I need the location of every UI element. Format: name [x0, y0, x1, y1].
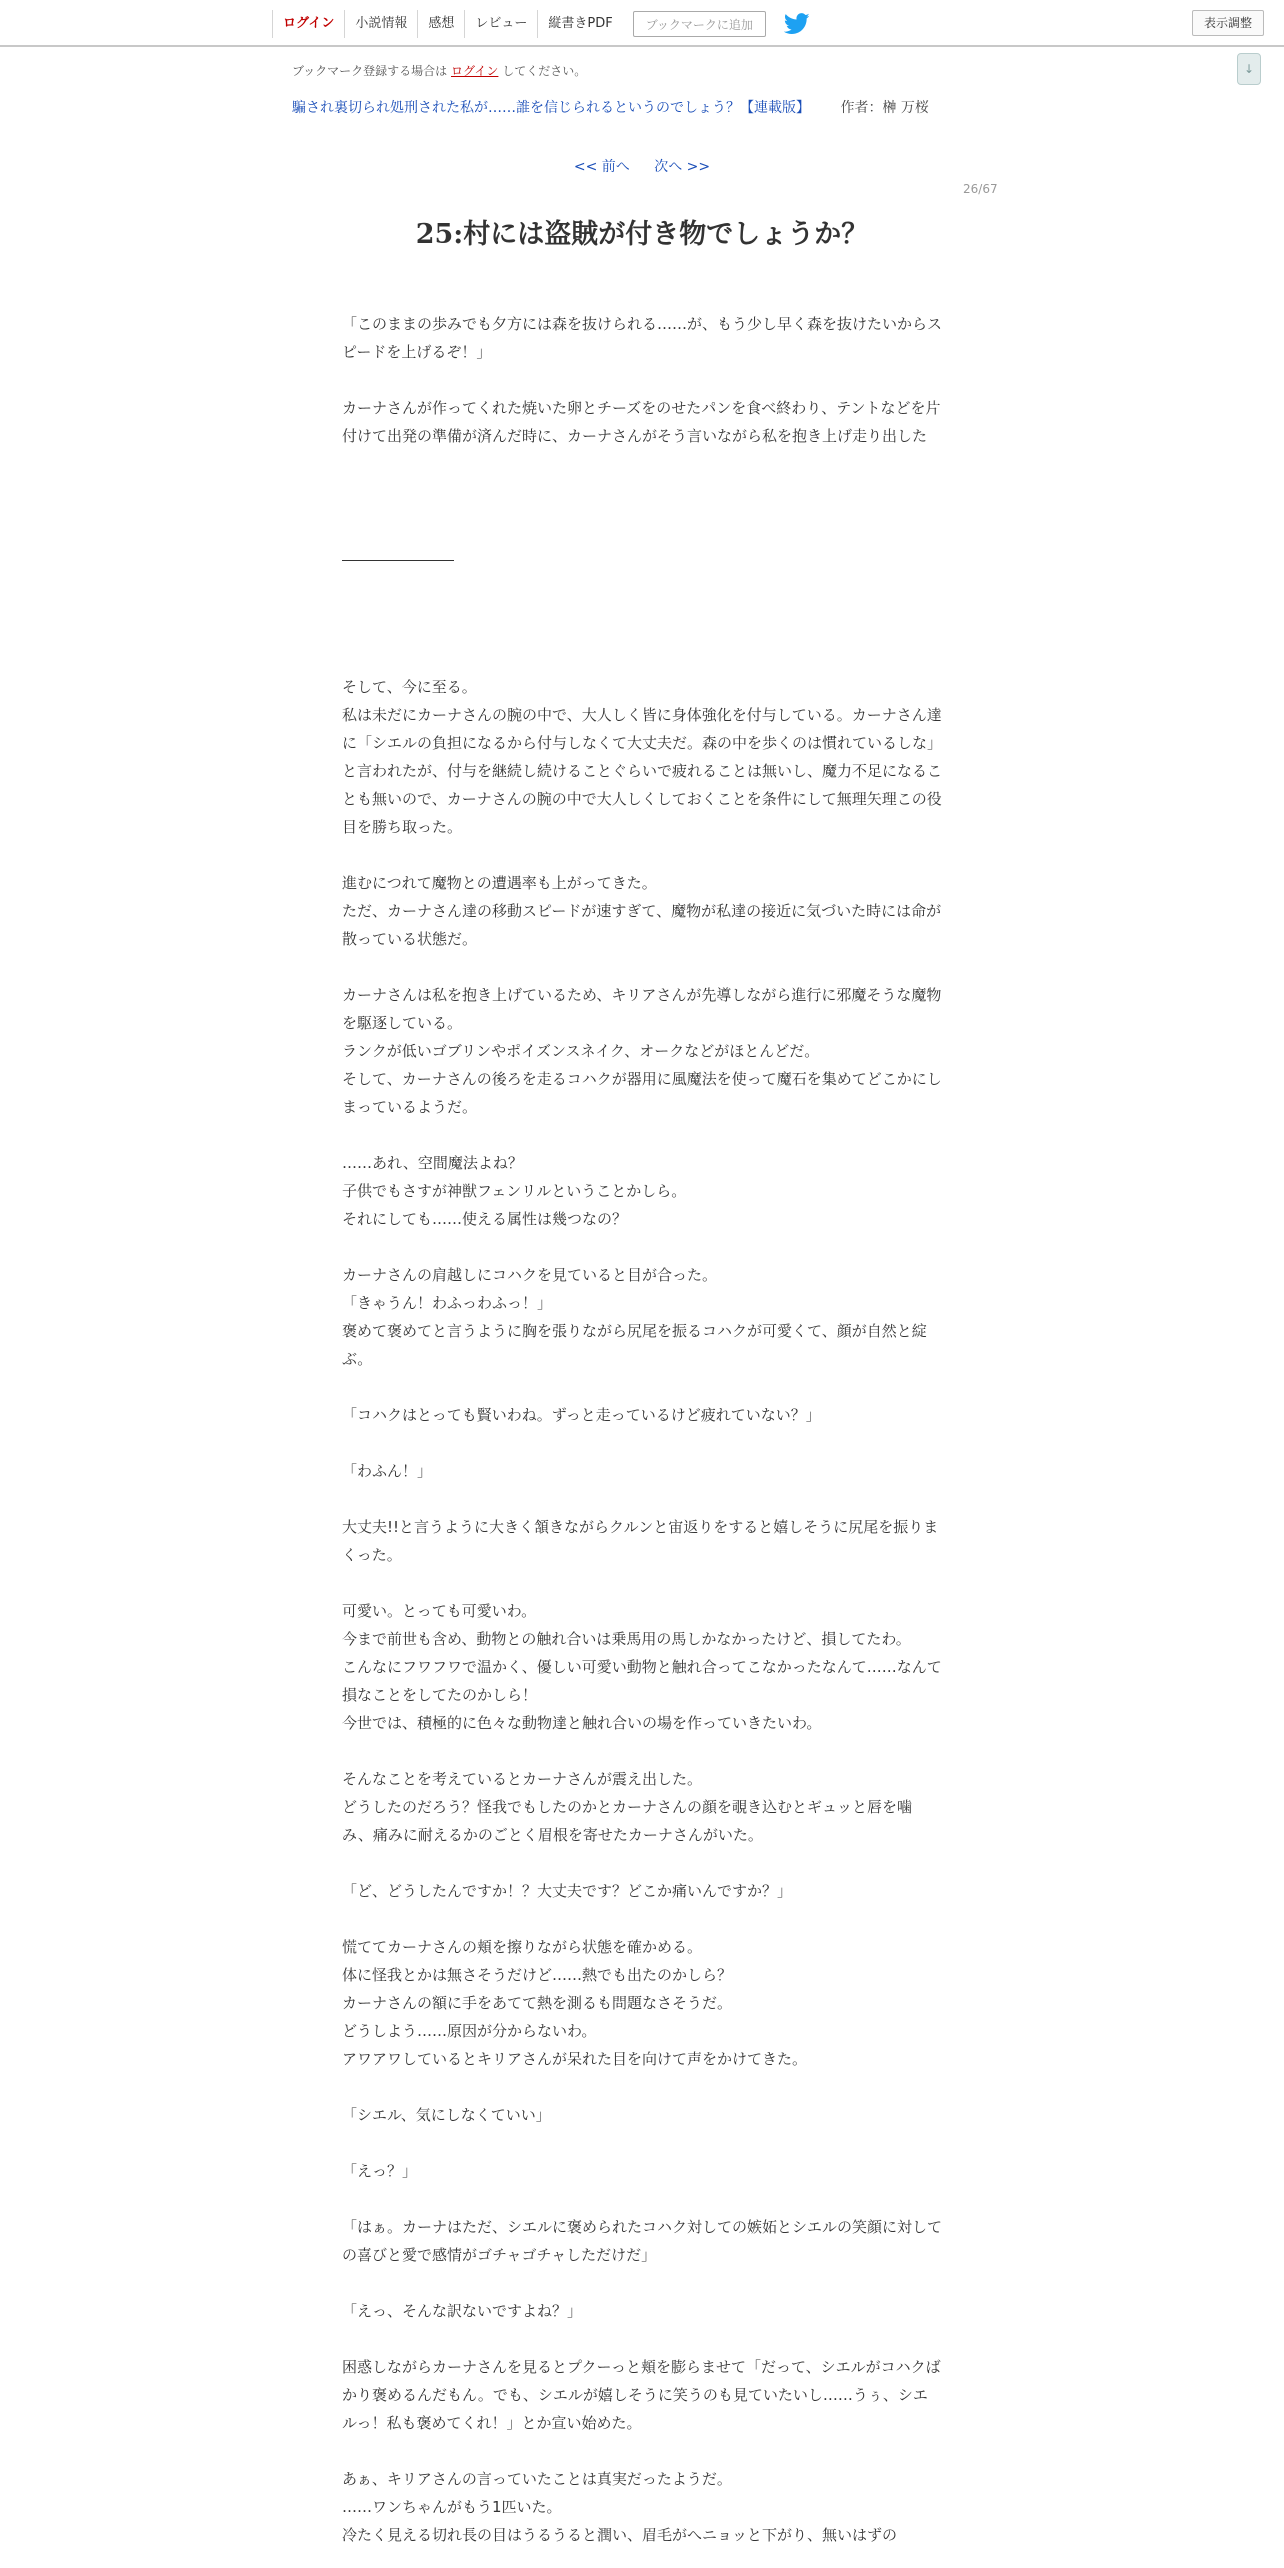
notice-text-after: してください。 — [502, 64, 587, 78]
body-paragraph: アワアワしているとキリアさんが呆れた目を向けて声をかけてきた。 — [342, 2050, 808, 2068]
body-paragraph: どうしたのだろう？怪我でもしたのかとカーナさんの顔を覗き込むとギュッと唇を噛み、痛みに耐えるかのごとく眉根を寄せたカーナさんがいた。 — [342, 1798, 913, 1844]
blank-line — [342, 953, 942, 981]
blank-line — [342, 2269, 942, 2297]
add-bookmark-button[interactable]: ブックマークに追加 — [633, 11, 766, 37]
next-chapter-link[interactable]: 次へ >> — [654, 159, 711, 175]
nav-review-link[interactable]: レビュー — [464, 10, 537, 38]
body-paragraph: 私は未だにカーナさんの腕の中で、大人しく皆に身体強化を付与している。カーナさん達に「シエルの負担になるから付与しなくて大丈夫だ。森の中を歩くのは慣れているしな」と言われたが、付与を継続し続けることぐらいで疲れることは無いし、魔力不足になることも無いので、カーナさんの腕の中で大人しくしておくことを条件にして無理矢理この役目を勝ち取った。 — [342, 706, 943, 836]
notice-text-before: ブックマーク登録する場合は — [292, 64, 448, 78]
blank-line — [342, 645, 942, 673]
notice-login-link[interactable]: ログイン — [451, 64, 499, 78]
display-settings-button[interactable]: 表示調整 — [1192, 10, 1264, 36]
body-paragraph: 子供でもさすが神獣フェンリルということかしら。 — [342, 1182, 687, 1200]
body-paragraph: そして、今に至る。 — [342, 678, 477, 696]
body-paragraph: 褒めて褒めてと言うように胸を張りながら尻尾を振るコハクが可愛くて、顔が自然と綻ぶ。 — [342, 1322, 927, 1368]
body-paragraph: どうしよう……原因が分からないわ。 — [342, 2022, 597, 2040]
blank-line — [342, 1849, 942, 1877]
body-paragraph: 今世では、積極的に色々な動物達と触れ合いの場を作っていきたいわ。 — [342, 1714, 822, 1732]
body-paragraph: ただ、カーナさん達の移動スピードが速すぎて、魔物が私達の接近に気づいた時には命が散っている状態だ。 — [342, 902, 942, 948]
blank-line — [342, 1121, 942, 1149]
nav-vertical-pdf-link[interactable]: 縦書きPDF — [537, 10, 622, 38]
scroll-down-button[interactable]: ↓ — [1237, 53, 1261, 85]
body-paragraph: 「ど、どうしたんですか！？大丈夫です？どこか痛いんですか？」 — [342, 1882, 793, 1900]
blank-line — [342, 2437, 942, 2465]
top-navigation-bar — [0, 0, 1284, 47]
blank-line — [342, 450, 942, 534]
body-paragraph: カーナさんが作ってくれた焼いた卵とチーズをのせたパンを食べ終わり、テントなどを片付けて出発の準備が済んだ時に、カーナさんがそう言いながら私を抱き上げ走り出した — [342, 399, 941, 445]
twitter-icon[interactable] — [784, 13, 810, 35]
blank-line — [342, 2325, 942, 2353]
body-paragraph: カーナさんの肩越しにコハクを見ていると目が合った。 — [342, 1266, 718, 1284]
bookmark-login-notice — [292, 62, 586, 79]
body-paragraph: ……ワンちゃんがもう1匹いた。 — [342, 2498, 562, 2516]
body-paragraph: 困惑しながらカーナさんを見るとプクーっと頬を膨らませて「だって、シエルがコハクばかり褒めるんだもん。でも、シエルが嬉しそうに笑うのも見ていたいし……うぅ、シエルっ！私も褒めてくれ！」とか宣い始めた。 — [342, 2358, 941, 2432]
body-paragraph: ランクが低いゴブリンやポイズンスネイク、オークなどがほとんどだ。 — [342, 1042, 820, 1060]
blank-line — [342, 841, 942, 869]
nav-novel-info-link[interactable]: 小説情報 — [344, 10, 417, 38]
nav-login-link[interactable]: ログイン — [272, 10, 344, 38]
blank-line — [342, 1737, 942, 1765]
body-paragraph: 体に怪我とかは無さそうだけど……熱でも出たのかしら？ — [342, 1966, 733, 1984]
body-paragraph: そして、カーナさんの後ろを走るコハクが器用に風魔法を使って魔石を集めてどこかにしまっているようだ。 — [342, 1070, 942, 1116]
blank-line — [342, 1233, 942, 1261]
body-paragraph: カーナさんの額に手をあてて熱を測るも問題なさそうだ。 — [342, 1994, 733, 2012]
series-info — [292, 97, 929, 117]
body-paragraph: ……あれ、空間魔法よね？ — [342, 1154, 523, 1172]
body-paragraph: 「わふん！」 — [342, 1462, 433, 1480]
body-paragraph: 「コハクはとっても賢いわね。ずっと走っているけど疲れていない？」 — [342, 1406, 821, 1424]
blank-line — [342, 561, 942, 645]
body-paragraph: 今まで前世も含め、動物との触れ合いは乗馬用の馬しかなかったけど、損してたわ。 — [342, 1630, 911, 1648]
author-name: 作者：榊 万桜 — [840, 100, 929, 116]
body-paragraph: 「はぁ。カーナはただ、シエルに褒められたコハク対しての嫉妬とシエルの笑顔に対しての喜びと愛で感情がゴチャゴチャしただけだ」 — [342, 2218, 943, 2264]
body-paragraph: あぁ、キリアさんの言っていたことは真実だったようだ。 — [342, 2470, 732, 2488]
body-paragraph: 冷たく見える切れ長の目はうるうると潤い、眉毛がへニョッと下がり、無いはずの — [342, 2526, 898, 2544]
blank-line — [342, 1905, 942, 1933]
blank-line — [342, 2129, 942, 2157]
chapter-count: 26/67 — [963, 182, 998, 196]
body-paragraph: 「シエル、気にしなくていい」 — [342, 2106, 551, 2124]
blank-line — [342, 1485, 942, 1513]
main-nav — [272, 10, 810, 38]
body-paragraph: 「えっ？」 — [342, 2162, 418, 2180]
body-paragraph: カーナさんは私を抱き上げているため、キリアさんが先導しながら進行に邪魔そうな魔物を駆逐している。 — [342, 986, 942, 1032]
blank-line — [342, 1429, 942, 1457]
blank-line — [342, 1569, 942, 1597]
body-paragraph: それにしても……使える属性は幾つなの？ — [342, 1210, 628, 1228]
chapter-title: 25:村には盗賊が付き物でしょうか？ — [415, 219, 869, 250]
body-paragraph: 「きゃうん！わふっわふっ！」 — [342, 1294, 553, 1312]
body-paragraph: そんなことを考えているとカーナさんが震え出した。 — [342, 1770, 703, 1788]
body-paragraph: 大丈夫!!と言うように大きく頷きながらクルンと宙返りをすると嬉しそうに尻尾を振りまくった。 — [342, 1518, 939, 1564]
blank-line — [342, 2185, 942, 2213]
body-paragraph: 「えっ、そんな訳ないですよね？」 — [342, 2302, 583, 2320]
body-paragraph: こんなにフワフワで温かく、優しい可愛い動物と触れ合ってこなかったなんて……なんて損なことをしてたのかしら！ — [342, 1658, 942, 1704]
novel-body — [342, 310, 942, 2549]
blank-line — [342, 2073, 942, 2101]
nav-impressions-link[interactable]: 感想 — [417, 10, 464, 38]
blank-line — [342, 366, 942, 394]
chapter-pager — [0, 156, 1284, 176]
series-title-link[interactable]: 騙され裏切られ処刑された私が……誰を信じられるというのでしょう？【連載版】 — [292, 100, 810, 116]
body-paragraph: 可愛い。とっても可愛いわ。 — [342, 1602, 537, 1620]
body-paragraph: 「このままの歩みでも夕方には森を抜けられる……が、もう少し早く森を抜けたいからスピードを上げるぞ！」 — [342, 315, 943, 361]
blank-line — [342, 1373, 942, 1401]
prev-chapter-link[interactable]: << 前へ — [573, 159, 630, 175]
body-paragraph: 慌ててカーナさんの頬を擦りながら状態を確かめる。 — [342, 1938, 703, 1956]
body-paragraph: 進むにつれて魔物との遭遇率も上がってきた。 — [342, 874, 657, 892]
